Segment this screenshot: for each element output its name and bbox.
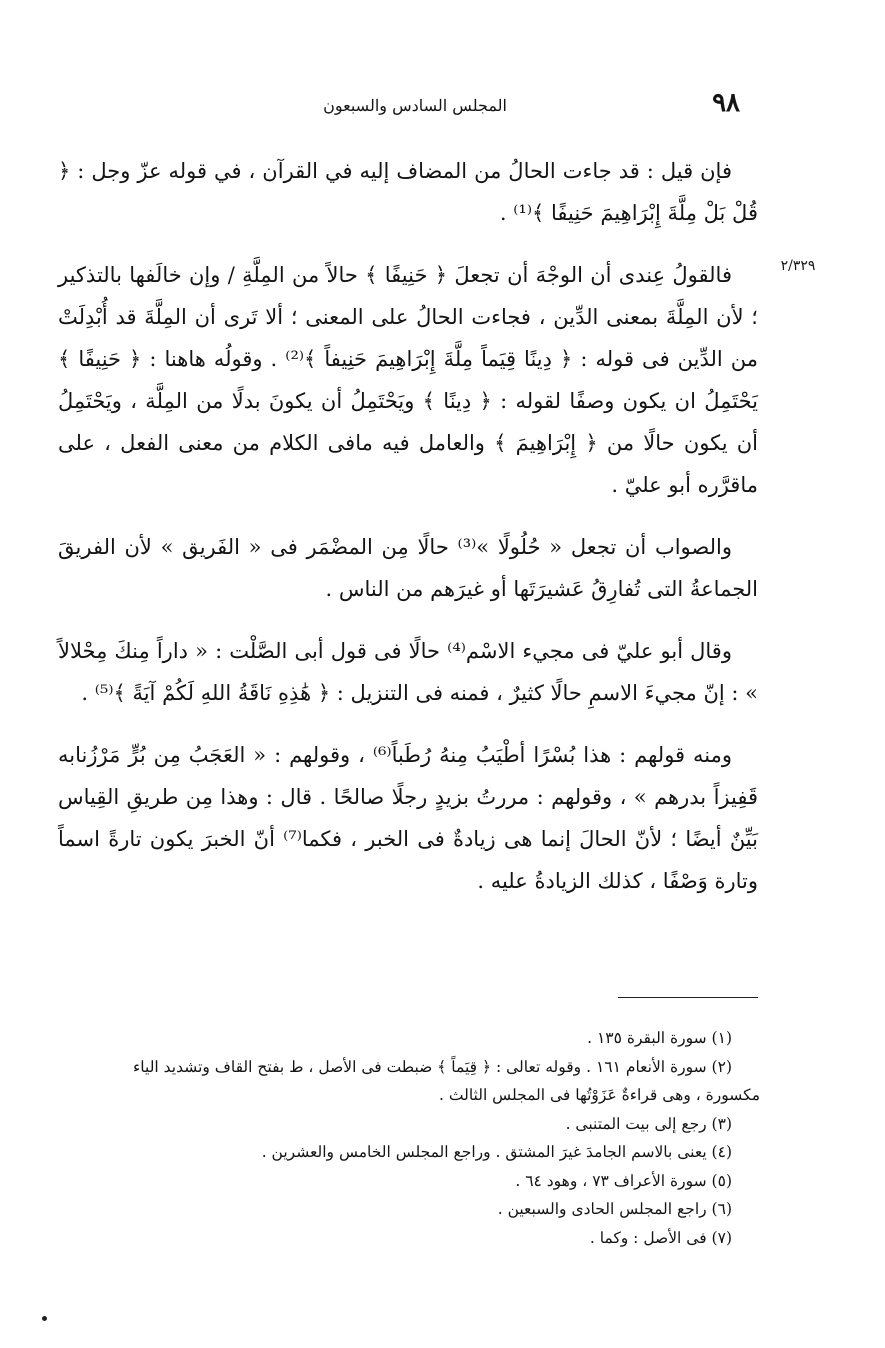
page-number: ٩٨ [712,88,740,118]
main-text [58,150,758,922]
footnote: (٧) فى الأصل : وكما . [589,1228,732,1247]
paragraph: فإن قيل : قد جاءت الحالُ من المضاف إليه في القرآن ، في قوله عزّ وجل : ﴿ قُلْ بَلْ مِلَّةَ إِبْرَاهِيمَ حَنِيفًا ﴾⁽¹⁾ . [58,159,758,225]
footnote-divider [618,997,758,998]
footnote: (٤) يعنى بالاسم الجامدَ غيرَ المشتق . وراجع المجلس الخامس والعشرين . [261,1143,732,1161]
footnote-continuation: مكسورة ، وهى قراءةٌ عَزَوْتُها فى المجلس الثالث . [439,1086,760,1104]
page-header [90,88,740,124]
paragraph: وقال أبو عليّ فى مجيء الاسْم⁽⁴⁾ حالًا فى قول أبى الصَّلْت : « داراً مِنكَ مِحْلالاً » : إنّ مجيءَ الاسمِ حالًا كثيرٌ ، فمنه فى التنزيل : ﴿ هَٰذِهِ نَاقَةُ اللهِ لَكُمْ آيَةً ﴾⁽⁵⁾ . [58,639,758,705]
paragraph: ومنه قولهم : هذا بُسْرًا أطْيَبُ مِنهُ رُطَباً⁽⁶⁾ ، وقولهم : « العَجَبُ مِن بُرٍّ مَرْزُنابه قَفِيزاً بدرهم » ، وقولهم : مررتُ بزيدٍ رجلًا صالحًا . قال : وهذا مِن طريقِ القِياس بَيِّنٌ أيضًا ؛ لأنّ الحالَ إنما هى زيادةٌ فى الخبر ، فكما⁽⁷⁾ أنّ الخبرَ يكون تارةً اسماً وتارة وَصْفًا ، كذلك الزيادةُ عليه . [58,743,758,893]
paragraph: والصواب أن تجعل « حُلُولًا »⁽³⁾ حالًا مِن المضْمَر فى « الفَريق » لأن الفريقَ الجماعةُ التى تُفارِقُ عَشيرَتَها أو غيرَهم من الناس . [58,535,758,601]
footnote: (٥) سورة الأعراف ٧٣ ، وهود ٦٤ . [515,1171,732,1190]
footnotes [48,1024,760,1252]
footnote: (٣) رجع إلى بيت المتنبى . [565,1114,732,1133]
margin-reference: ٢/٣٢٩ [780,258,816,274]
footnote: (١) سورة البقرة ١٣٥ . [587,1029,732,1047]
footnote: (٢) سورة الأنعام ١٦١ . وقوله تعالى : ﴿ قِيَماً ﴾ ضبطت فى الأصل ، ط بفتح القاف وتشديد الياء [133,1057,732,1076]
paragraph: فالقولُ عِندى أن الوجْهَ أن تجعلَ ﴿ حَنِيفًا ﴾ حالاً من المِلَّةِ / وإن خالَفها بالتذكير ؛ لأن المِلَّةَ بمعنى الدِّين ، فجاءت الحالُ على المعنى ؛ ألا تَرى أن المِلَّةَ قد أُبْدِلَتْ من الدِّين فى قوله : ﴿ دِينًا قِيَماً مِلَّةَ إِبْرَاهِيمَ حَنِيفاً ﴾⁽²⁾ . وقولُه هاهنا : ﴿ حَنِيفًا ﴾ يَحْتَمِلُ ان يكون وصفًا لقوله : ﴿ دِينًا ﴾ ويَحْتَمِلُ أن يكونَ بدلًا من المِلَّة ، ويَحْتَمِلُ أن يكون حالًا من ﴿ إِبْرَاهِيمَ ﴾ والعامل فيه مافى الكلام من معنى الفعل ، على ماقرَّره أبو عليّ . [58,263,758,497]
print-mark [42,1316,47,1321]
footnote: (٦) راجع المجلس الحادى والسبعين . [497,1200,732,1218]
running-title: المجلس السادس والسبعون [323,96,507,115]
